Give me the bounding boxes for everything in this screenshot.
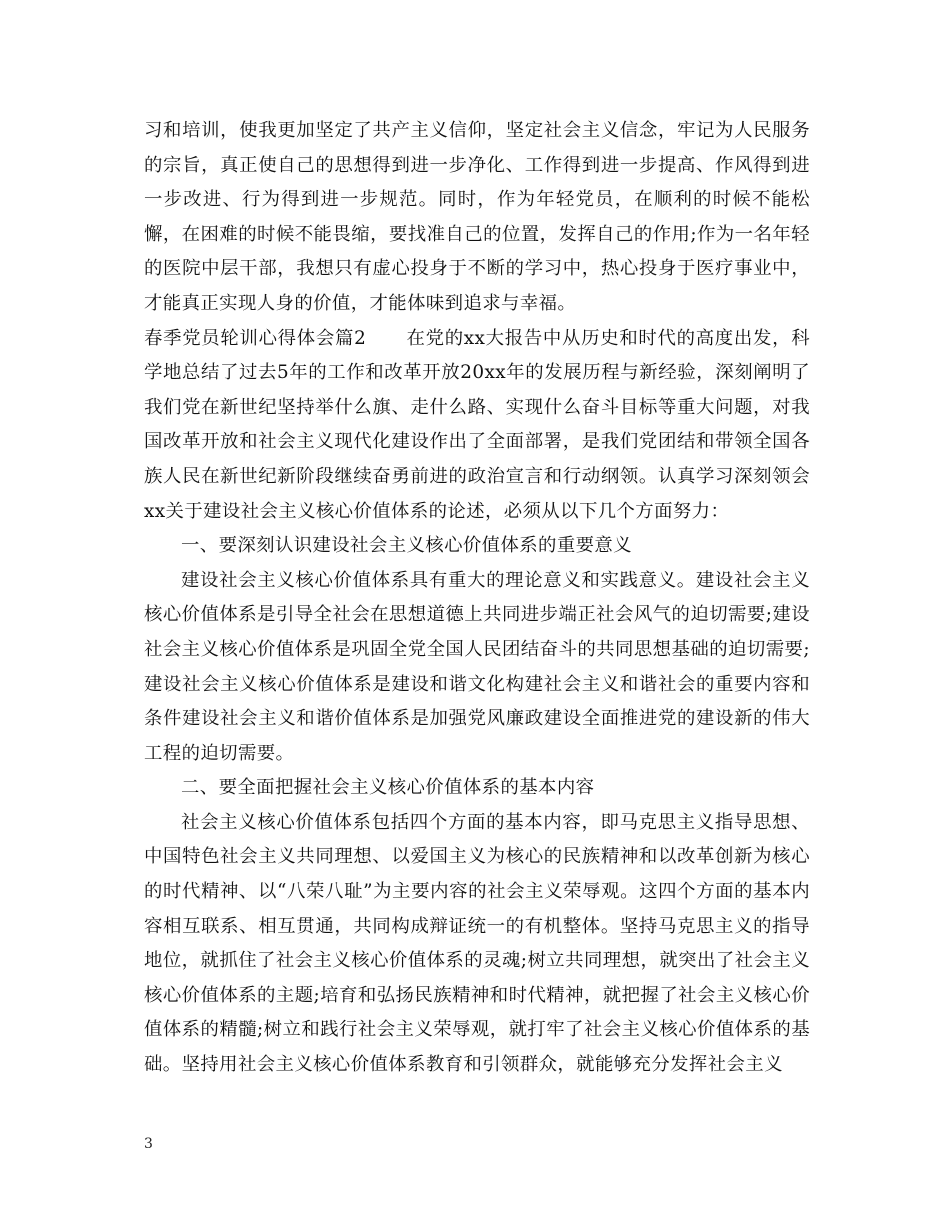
document-body <box>144 114 810 1083</box>
paragraph: 社会主义核心价值体系包括四个方面的基本内容，即马克思主义指导思想、中国特色社会主义共同理想、以爱国主义为核心的民族精神和以改革创新为核心的时代精神、以“八荣八耻”为主要内容的社会主义荣辱观。这四个方面的基本内容相互联系、相互贯通，共同构成辩证统一的有机整体。坚持马克思主义的指导地位，就抓住了社会主义核心价值体系的灵魂;树立共同理想，就突出了社会主义核心价值体系的主题;培育和弘扬民族精神和时代精神，就把握了社会主义核心价值体系的精髓;树立和践行社会主义荣辱观，就打牢了社会主义核心价值体系的基础。坚持用社会主义核心价值体系教育和引领群众，就能够充分发挥社会主义 <box>144 811 810 1076</box>
paragraph-text: 在党的xx大报告中从历史和时代的高度出发，科学地总结了过去5年的工作和改革开放20xx年的发展历程与新经验，深刻阐明了我们党在新世纪坚持举什么旗、走什么路、实现什么奋斗目标等重大问题，对我国改革开放和社会主义现代化建设作出了全面部署，是我们党团结和带领全国各族人民在新世纪新阶段继续奋勇前进的政治宣言和行动纲领。认真学习深刻领会xx关于建设社会主义核心价值体系的论述，必须从以下几个方面努力： <box>144 327 810 522</box>
section-title: 春季党员轮训心得体会篇2 <box>144 327 367 349</box>
paragraph-continuation: 习和培训，使我更加坚定了共产主义信仰，坚定社会主义信念，牢记为人民服务的宗旨，真正使自己的思想得到进一步净化、工作得到进一步提高、作风得到进一步改进、行为得到进一步规范。同时，作为年轻党员，在顺利的时候不能松懈，在困难的时候不能畏缩，要找准自己的位置，发挥自己的作用;作为一名年轻的医院中层干部，我想只有虚心投身于不断的学习中，热心投身于医疗事业中，才能真正实现人身的价值，才能体味到追求与幸福。 <box>144 120 810 314</box>
heading-two: 二、要全面把握社会主义核心价值体系的基本内容 <box>181 777 595 799</box>
page-number: 3 <box>144 1136 153 1152</box>
paragraph-with-section-title <box>144 322 810 530</box>
paragraph: 建设社会主义核心价值体系具有重大的理论意义和实践意义。建设社会主义核心价值体系是引导全社会在思想道德上共同进步端正社会风气的迫切需要;建设社会主义核心价值体系是巩固全党全国人民团结奋斗的共同思想基础的迫切需要;建设社会主义核心价值体系是建设和谐文化构建社会主义和谐社会的重要内容和条件建设社会主义和谐价值体系是加强党风廉政建设全面推进党的建设新的伟大工程的迫切需要。 <box>144 569 810 764</box>
heading-one: 一、要深刻认识建设社会主义核心价值体系的重要意义 <box>181 535 632 557</box>
